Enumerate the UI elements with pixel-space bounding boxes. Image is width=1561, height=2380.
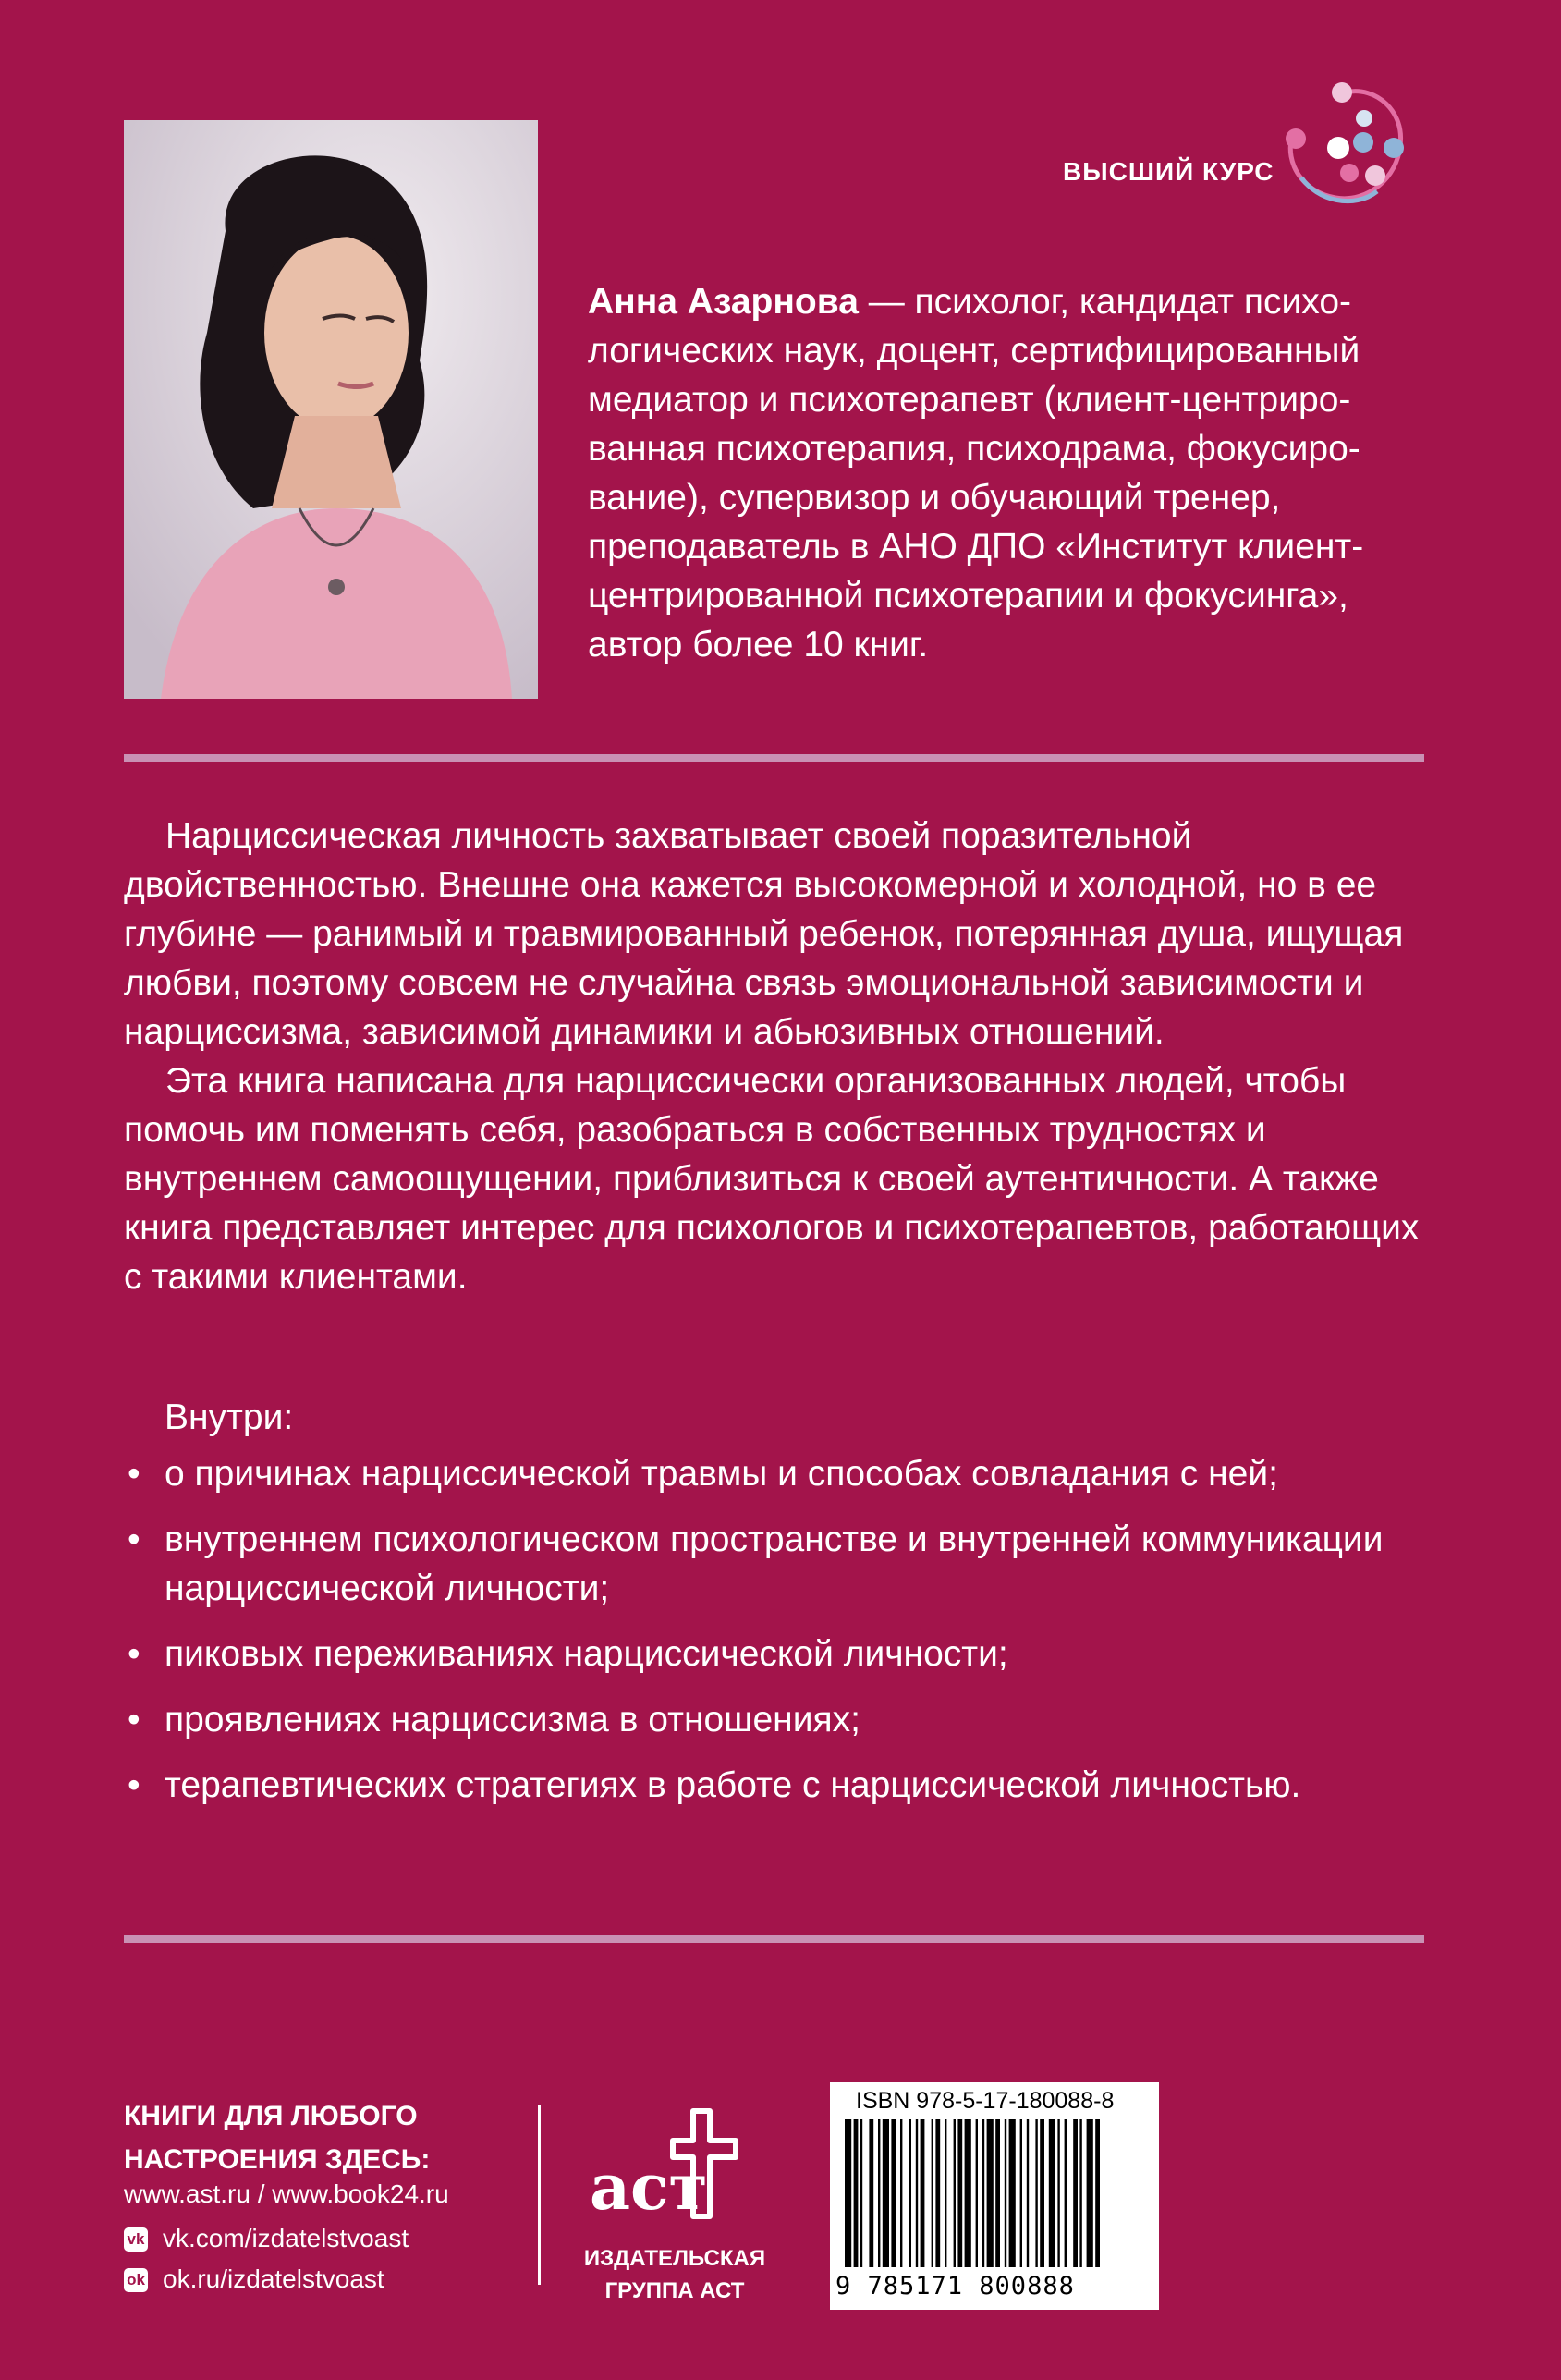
bio-line: вание), супервизор и обучающий тренер,	[588, 478, 1281, 518]
ok-link[interactable]: ok.ru/izdatelstvoast	[163, 2264, 384, 2293]
list-item: • о причинах нарциссической травмы и способах совладания с ней;	[124, 1449, 1427, 1498]
footer-separator	[538, 2105, 541, 2285]
publisher-name: ИЗДАТЕЛЬСКАЯ ГРУППА АСТ	[583, 2246, 766, 2303]
vk-link[interactable]: vk.com/izdatelstvoast	[163, 2224, 409, 2252]
list-item: • внутреннем психологическом пространстве и внутренней коммуникации нарциссической личности;	[124, 1515, 1427, 1613]
publisher-logo-text: аст	[590, 2151, 708, 2225]
bio-line: Анна Азарнова — психолог, кандидат психо-	[588, 282, 1351, 322]
description-paragraph: Эта книга написана для нарциссически организованных людей, чтобы помочь им поменять себя, разобраться в собственных трудностях и внутреннем самоощущении, приблизиться к своей аутентичности. А также книга представляет интерес для психологов и психотерапевтов, работающих с такими клиентами.	[124, 1061, 1420, 1297]
inside-list	[124, 1449, 1427, 1826]
isbn-digits: 9 785171 800888	[835, 2272, 1075, 2301]
author-photo	[124, 120, 538, 699]
author-portrait-illustration	[124, 120, 538, 699]
isbn-label: ISBN 978-5-17-180088-8	[856, 2088, 1115, 2114]
series-label: ВЫСШИЙ КУРС	[1063, 157, 1274, 186]
ok-icon: ok	[124, 2268, 148, 2292]
author-name: Анна Азарнова	[588, 282, 859, 322]
ast-publisher-logo	[580, 2100, 765, 2229]
bio-line: ванная психотерапия, психодрама, фокусиро-	[588, 429, 1360, 469]
molecule-dots-icon	[1275, 76, 1414, 214]
list-item: • терапевтических стратегиях в работе с нарциссической личностью.	[124, 1761, 1427, 1810]
list-item: • пиковых переживаниях нарциссической личности;	[124, 1629, 1427, 1678]
bio-line: автор более 10 книг.	[588, 625, 929, 665]
bio-line: центрированной психотерапии и фокусинга»,	[588, 576, 1348, 616]
websites-link[interactable]: www.ast.ru / www.book24.ru	[124, 2179, 449, 2208]
book-description	[124, 812, 1427, 1301]
isbn-barcode	[830, 2082, 1159, 2310]
list-item: • проявлениях нарциссизма в отношениях;	[124, 1695, 1427, 1744]
barcode-icon	[845, 2119, 1144, 2275]
vk-icon: vk	[124, 2227, 148, 2252]
inside-title: Внутри:	[165, 1397, 294, 1437]
author-bio	[588, 277, 1447, 669]
bio-line: медиатор и психотерапевт (клиент-центриро-	[588, 380, 1351, 420]
top-divider	[124, 754, 1424, 762]
bottom-divider	[124, 1935, 1424, 1943]
bio-line: логических наук, доцент, сертифицированный	[588, 331, 1360, 371]
footer-title: КНИГИ ДЛЯ ЛЮБОГО НАСТРОЕНИЯ ЗДЕСЬ:	[124, 2101, 431, 2175]
description-paragraph: Нарциссическая личность захватывает своей поразительной двойственностью. Внешне она кажется высокомерной и холодной, но в ее глубине — ранимый и травмированный ребенок, потерянная душа, ищущая любви, поэтому совсем не случайна связь эмоциональной зависимости и нарциссизма, зависимой динамики и абьюзивных отношений.	[124, 816, 1404, 1052]
bio-line: преподаватель в АНО ДПО «Институт клиент-	[588, 527, 1364, 567]
